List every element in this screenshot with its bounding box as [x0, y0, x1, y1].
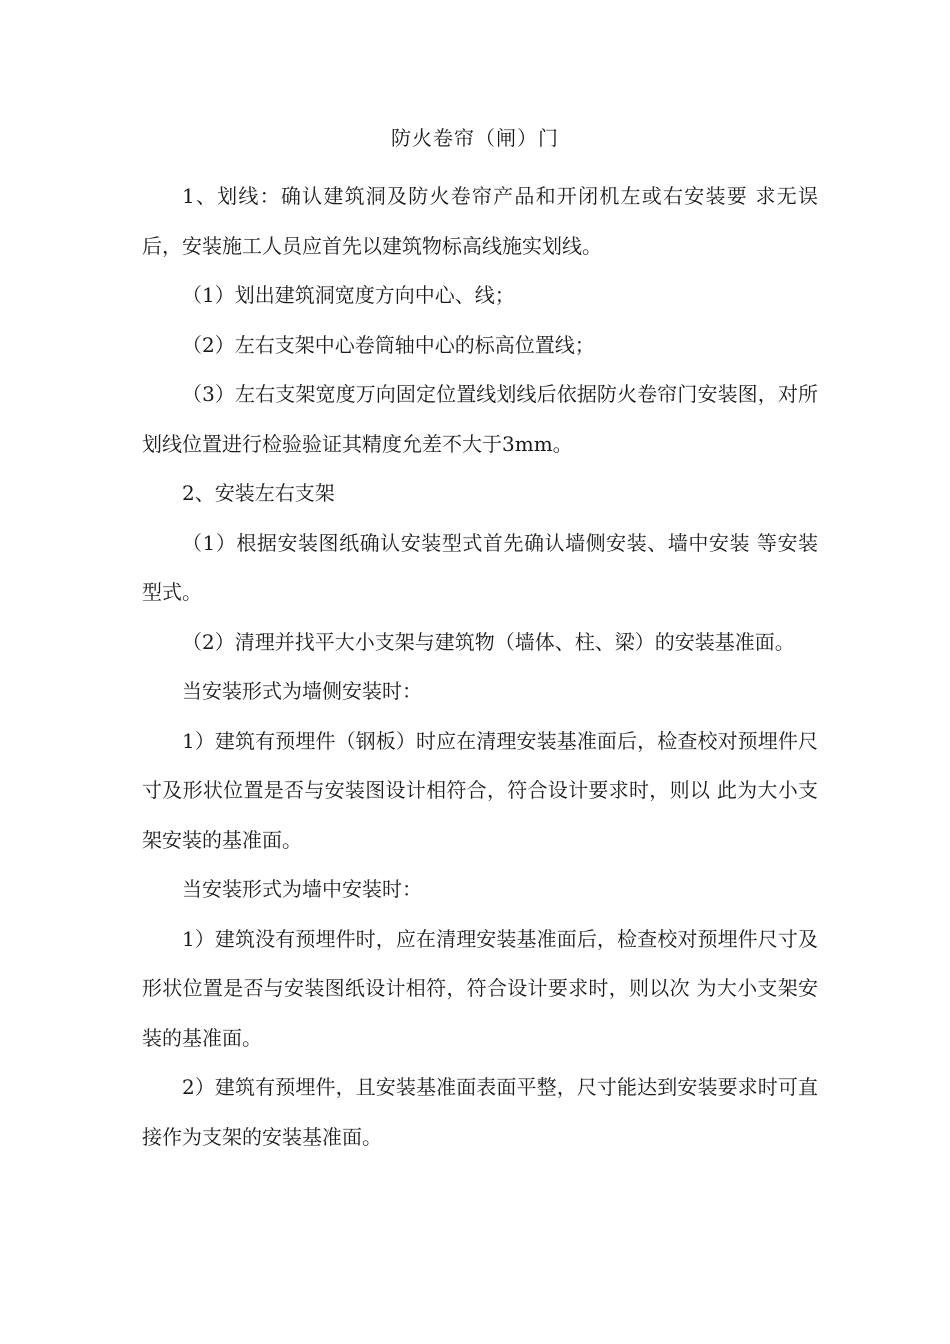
paragraph-9: 1）建筑有预埋件（钢板）时应在清理安装基准面后，检查校对预埋件尺寸及形状位置是否与安装图设计相符合，符合设计要求时，则以 此为大小支架安装的基准面。 [142, 728, 818, 852]
paragraph-7: （2）清理并找平大小支架与建筑物（墙体、柱、梁）的安装基准面。 [182, 629, 795, 654]
paragraph-11: 1）建筑没有预埋件时，应在清理安装基准面后，检查校对预埋件尺寸及形状位置是否与安装图纸设计相符，符合设计要求时，则以次 为大小支架安装的基准面。 [142, 926, 818, 1050]
paragraph-12: 2）建筑有预埋件，且安装基准面表面平整，尺寸能达到安装要求时可直接作为支架的安装基准面。 [142, 1075, 818, 1149]
paragraph-5: 2、安装左右支架 [182, 481, 335, 505]
document-title: 防火卷帘（闸）门 [391, 126, 559, 150]
paragraph-3: （2）左右支架中心卷筒轴中心的标高位置线； [182, 332, 595, 357]
paragraph-4: （3）左右支架宽度万向固定位置线划线后依据防火卷帘门安装图，对所划线位置进行检验验证其精度允差不大于3mm。 [142, 382, 818, 456]
paragraph-8: 当安装形式为墙侧安装时： [182, 679, 422, 703]
paragraph-2: （1）划出建筑洞宽度方向中心、线； [182, 283, 515, 307]
paragraph-10: 当安装形式为墙中安装时： [182, 877, 422, 901]
document-body [142, 172, 818, 1162]
paragraph-6: （1）根据安装图纸确认安装型式首先确认墙侧安装、墙中安装 等安装型式。 [142, 530, 818, 604]
paragraph-1: 1、划线：确认建筑洞及防火卷帘产品和开闭机左或右安装要 求无误后，安装施工人员应首先以建筑物标高线施实划线。 [142, 184, 818, 258]
